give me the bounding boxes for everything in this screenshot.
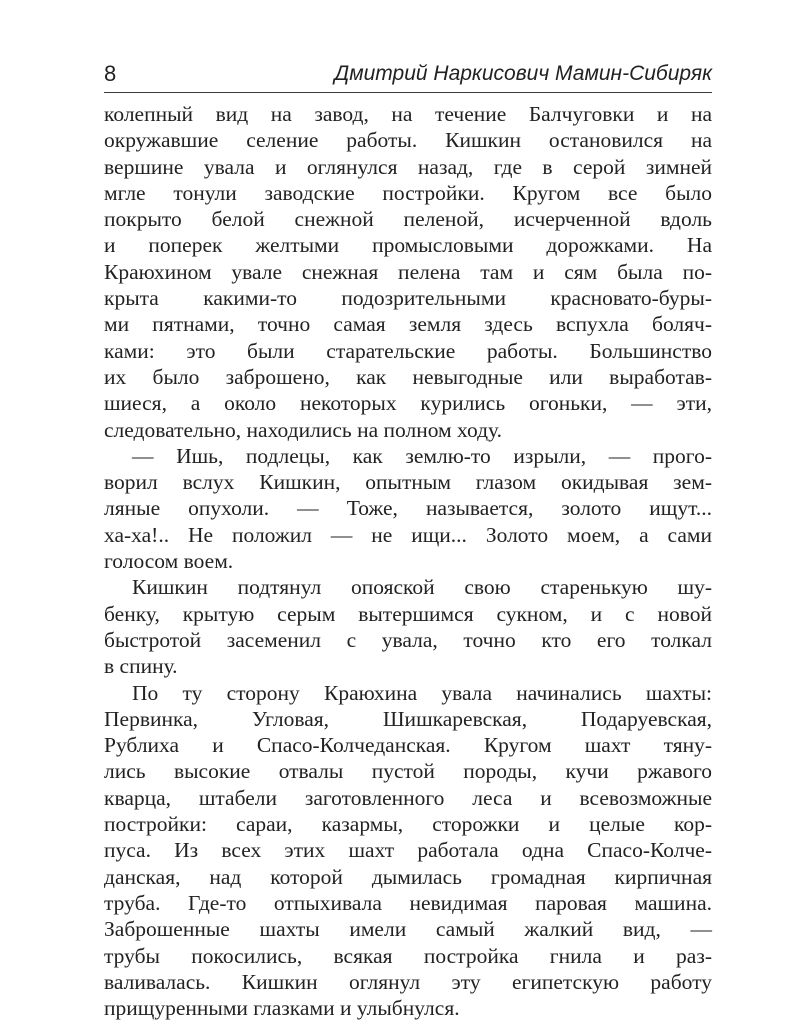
text-line: окружавшие селение работы. Кишкин остановился на <box>104 128 712 153</box>
text-line: труба. Где-то отпыхивала невидимая паровая машина. <box>104 890 712 915</box>
text-line: следовательно, находились на полном ходу. <box>104 417 502 442</box>
text-line: бенку, крытую серым вытершимся сукном, и с новой <box>104 601 712 626</box>
text-line: Первинка, Угловая, Шишкаревская, Подаруевская, <box>104 706 712 731</box>
running-head <box>104 56 712 93</box>
text-line: шиеся, а около некоторых курились огоньки, — эти, <box>104 391 712 416</box>
text-line: ками: это были старательские работы. Большинство <box>104 338 712 363</box>
text-line: постройки: сараи, казармы, сторожки и целые кор- <box>104 812 712 837</box>
book-page <box>104 56 712 1021</box>
text-line: ха-ха!.. Не положил — не ищи... Золото моем, а сами <box>104 522 712 547</box>
text-line: ворил вслух Кишкин, опытным глазом окидывая зем- <box>104 470 712 495</box>
text-line: Кишкин подтянул опояской свою старенькую шу- <box>132 575 712 600</box>
text-line: и поперек желтыми промысловыми дорожками. На <box>104 233 712 258</box>
text-line: покрыто белой снежной пеленой, исчерченной вдоль <box>104 207 712 232</box>
text-line: мгле тонули заводские постройки. Кругом все было <box>104 180 712 205</box>
text-line: прищуренными глазками и улыбнулся. <box>104 996 460 1021</box>
text-line: голосом воем. <box>104 549 234 574</box>
page-number: 8 <box>104 61 117 86</box>
text-line: крыта какими-то подозрительными красновато-буры- <box>104 286 712 311</box>
text-line: в спину. <box>104 654 178 679</box>
text-line: ми пятнами, точно самая земля здесь вспухла боляч- <box>104 312 712 337</box>
text-line: пуса. Из всех этих шахт работала одна Спасо-Колче- <box>104 838 712 863</box>
text-line: — Ишь, подлецы, как землю-то изрыли, — прого- <box>132 443 712 468</box>
text-line: вершине увала и оглянулся назад, где в серой зимней <box>104 154 712 179</box>
text-line: кварца, штабели заготовленного леса и всевозможные <box>104 785 712 810</box>
text-line: колепный вид на завод, на течение Балчуговки и на <box>104 102 712 126</box>
text-line: данская, над которой дымилась громадная кирпичная <box>104 864 712 889</box>
text-line: Краюхином увале снежная пелена там и сям была по- <box>104 259 712 284</box>
text-line: По ту сторону Краюхина увала начинались шахты: <box>132 680 712 705</box>
text-line: ляные опухоли. — Тоже, называется, золото ищут... <box>104 496 712 521</box>
text-line: Заброшенные шахты имели самый жалкий вид, — <box>104 917 712 942</box>
body-text <box>104 101 712 1021</box>
text-line: Рублиха и Спасо-Колчеданская. Кругом шахт тяну- <box>104 733 712 758</box>
text-line: валивалась. Кишкин оглянул эту египетскую работу <box>104 969 712 994</box>
text-line: трубы покосились, всякая постройка гнила и раз- <box>104 943 712 968</box>
text-line: быстротой засеменил с увала, точно кто его толкал <box>104 627 712 652</box>
text-line: лись высокие отвалы пустой породы, кучи ржавого <box>104 759 712 784</box>
text-line: их было заброшено, как невыгодные или выработав- <box>104 364 712 389</box>
running-head-author: Дмитрий Наркисович Мамин-Сибиряк <box>334 62 712 85</box>
